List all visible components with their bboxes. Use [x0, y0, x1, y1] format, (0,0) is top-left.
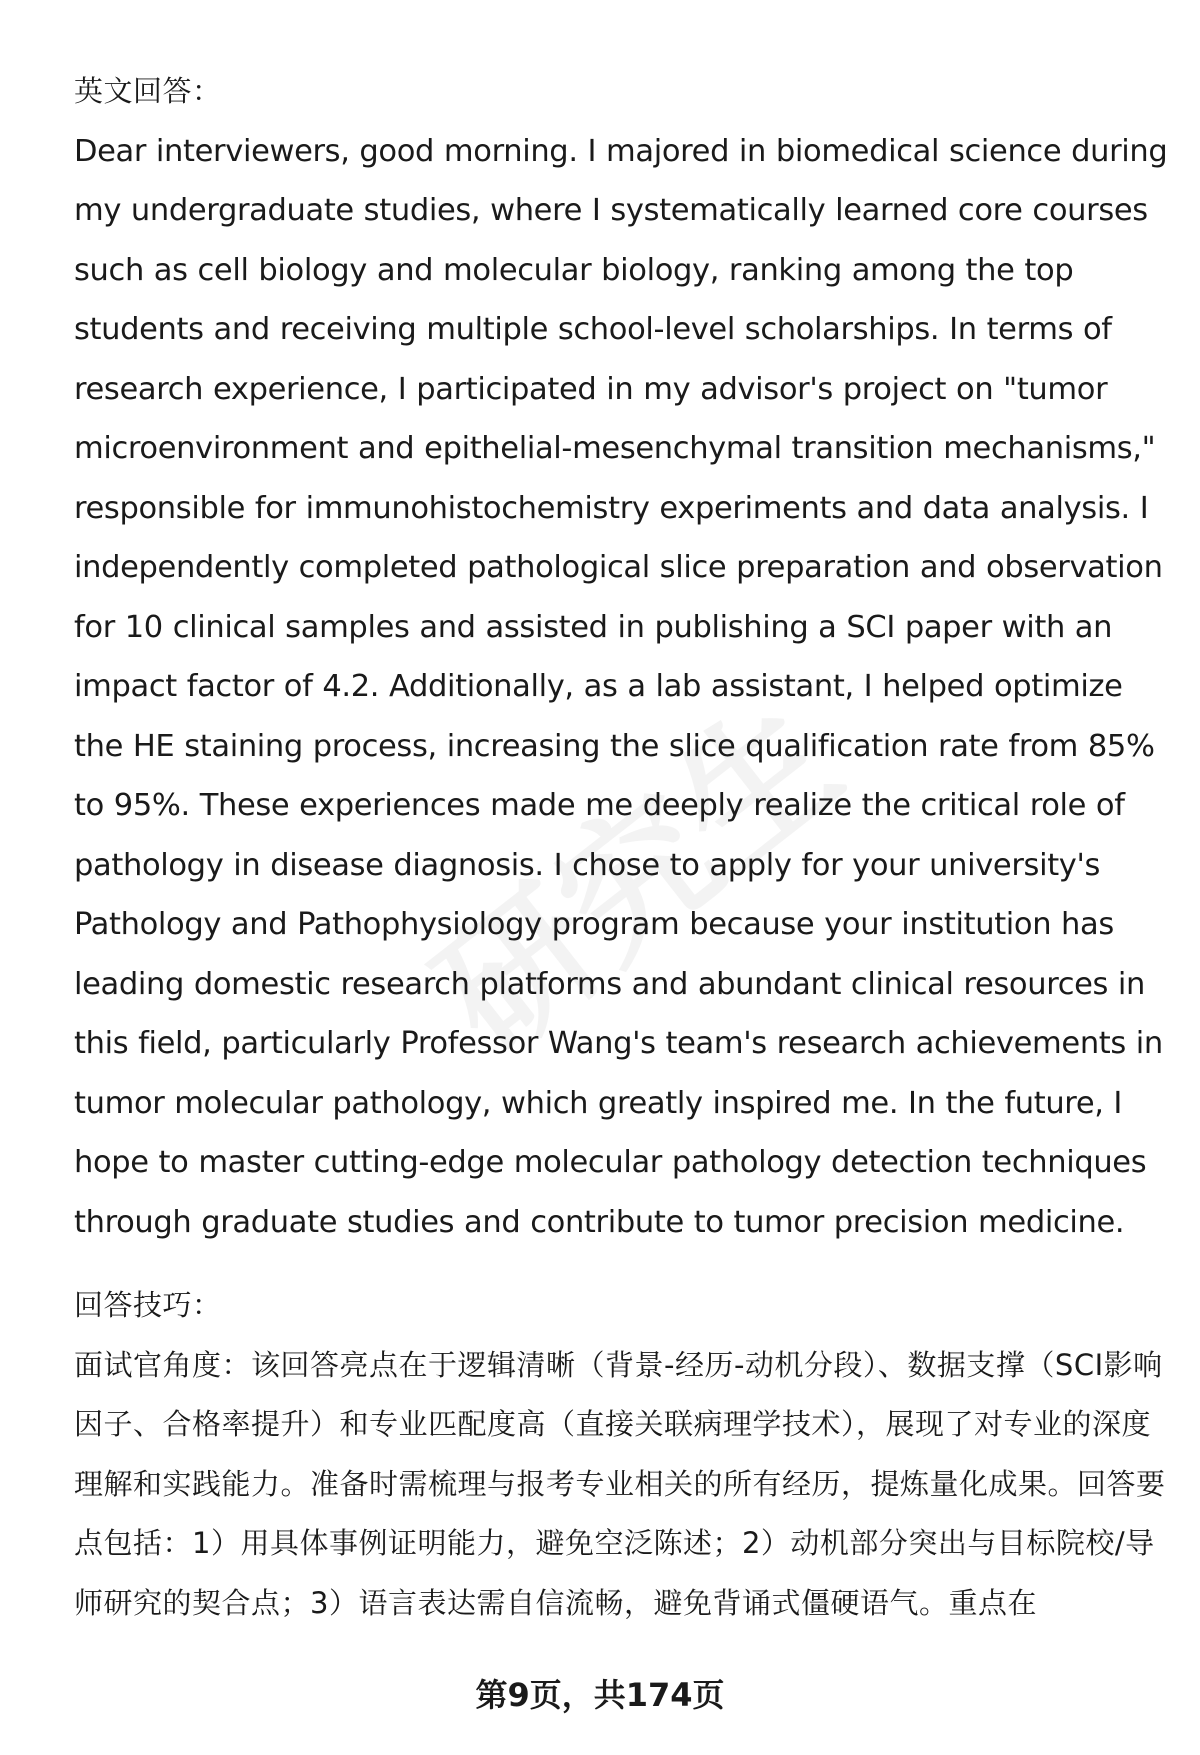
page-number: 第9页，共174页 [475, 1676, 725, 1714]
english-answer-paragraph: Dear interviewers, good morning. I majored in biomedical science during my undergraduate studies, where I systematically learned core courses such as cell biology and molecular biology, ranking among the top students and receiving multiple school-level scholarships. In terms of research experience, I participated in my advisor's project on "tumor microenvironment and epithelial-mesenchymal transition mechanisms," responsible for immunohistochemistry experiments and data analysis. I independently completed pathological slice preparation and observation for 10 clinical samples and assisted in publishing a SCI paper with an impact factor of 4.2. Additionally, as a lab assistant, I helped optimize the HE staining process, increasing the slice qualification rate from 85% to 95%. These experiences made me deeply realize the critical role of pathology in disease diagnosis. I chose to apply for your university's Pathology and Pathophysiology program because your institution has leading domestic research platforms and abundant clinical resources in this field, particularly Professor Wang's team's research achievements in tumor molecular pathology, which greatly inspired me. In the future, I hope to master cutting-edge molecular pathology detection techniques through graduate studies and contribute to tumor precision medicine. [74, 133, 1168, 1240]
page-content [74, 62, 1169, 1633]
answer-tips-heading: 回答技巧： [74, 1288, 222, 1322]
answer-tips-paragraph: 面试官角度：该回答亮点在于逻辑清晰（背景-经历-动机分段）、数据支撑（SCI影响因子、合格率提升）和专业匹配度高（直接关联病理学技术），展现了对专业的深度理解和实践能力。准备时需梳理与报考专业相关的所有经历，提炼量化成果。回答要点包括：1）用具体事例证明能力，避免空泛陈述；2）动机部分突出与目标院校/导师研究的契合点；3）语言表达需自信流畅，避免背诵式僵硬语气。重点在 [74, 1347, 1166, 1620]
english-answer-heading: 英文回答： [74, 74, 222, 108]
section-gap [74, 1252, 1169, 1276]
